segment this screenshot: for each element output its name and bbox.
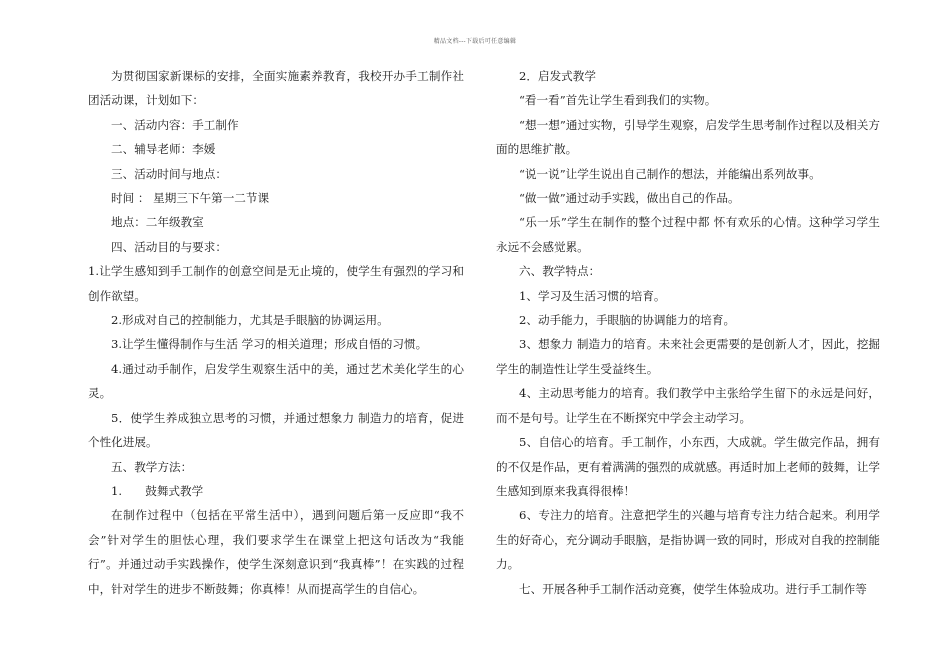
paragraph: 四、活动目的与要求： [111,239,227,254]
paragraph: “做一做”通过动手实践，做出自己的作品。 [519,191,740,206]
paragraph: “看一看”首先让学生看到我们的实物。 [519,93,717,108]
paragraph: 在制作过程中（包括在平常生活中），遇到问题后第一反应即“我不会”针对学生的胆怯心理，我们要求学生在课堂上把这句话改为“我能行”。并通过动手实践操作，使学生深刻意识到“我真棒”！在实践的过程中，针对学生的进步不断鼓舞；你真棒！从而提高学生的自信心。 [88,508,464,596]
paragraph: 2、动手能力，手眼脑的协调能力的培育。 [519,313,736,328]
paragraph: 4、主动思考能力的培育。我们教学中主张给学生留下的永远是问好，而不是句号。让学生在不断探究中学会主动学习。 [496,386,880,425]
paragraph: “乐一乐”学生在制作的整个过程中都 怀有欢乐的心情。这种学习学生永远不会感觉累。 [496,215,880,254]
paragraph: 二、辅导老师：李媛 [111,142,216,157]
paragraph: 三、活动时间与地点： [111,166,227,181]
paragraph: 为贯彻国家新课标的安排，全面实施素养教育，我校开办手工制作社团活动课，计划如下： [88,69,464,108]
paragraph: 4.通过动手制作，启发学生观察生活中的美，通过艺术美化学生的心灵。 [88,361,464,401]
paragraph: 3.让学生懂得制作与生活 学习的相关道理；形成自悟的习惯。 [111,337,428,352]
page-header: 精品文档---下载后可任意编辑 [433,38,517,45]
paragraph: 五、教学方法： [111,459,193,474]
paragraph: 2．启发式教学 [519,69,596,83]
paragraph: “想一想”通过实物，引导学生观察，启发学生思考制作过程以及相关方面的思维扩散。 [496,117,880,157]
paragraph: “说一说”让学生说出自己制作的想法，并能编出系列故事。 [519,166,821,181]
paragraph: 六、教学特点： [519,264,601,279]
paragraph: 1. 鼓舞式教学 [111,483,204,498]
paragraph: 5、自信心的培育。手工制作，小东西，大成就。学生做完作品，拥有的不仅是作品，更有着满满的强烈的成就感。再适时加上老师的鼓舞，让学生感知到原来我真得很棒！ [496,435,880,498]
paragraph: 时间 ： 星期三下午第一二节课 [111,191,270,206]
left-column [88,64,464,601]
paragraph: 七、开展各种手工制作活动竞赛，使学生体验成功。进行手工制作等 [519,581,867,596]
paragraph: 2.形成对自己的控制能力，尤其是手眼脑的协调运用。 [111,313,389,328]
paragraph: 3、想象力 制造力的培育。未来社会更需要的是创新人才，因此，挖掘学生的制造性让学生受益终生。 [496,337,880,376]
paragraph: 6、专注力的培育。注意把学生的兴趣与培育专注力结合起来。利用学生的好奇心，充分调动手眼脑，是指协调一致的同时，形成对自我的控制能力。 [496,508,880,572]
paragraph: 1.让学生感知到手工制作的创意空间是无止境的，使学生有强烈的学习和创作欲望。 [88,264,464,303]
paragraph: 一、活动内容：手工制作 [111,117,239,132]
right-column [496,64,880,601]
paragraph: 1、学习及生活习惯的培育。 [519,288,666,303]
paragraph: 5．使学生养成独立思考的习惯，并通过想象力 制造力的培育，促进个性化进展。 [88,410,464,450]
paragraph: 地点：二年级教室 [111,215,204,230]
